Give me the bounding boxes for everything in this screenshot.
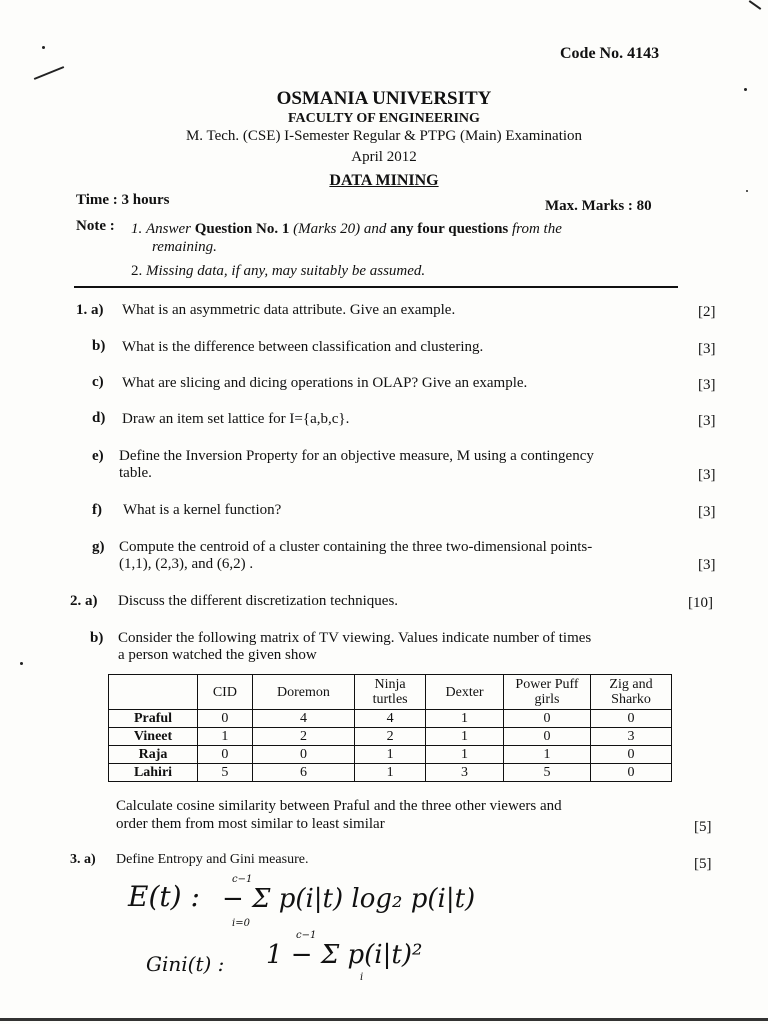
table-cell: 5 xyxy=(198,764,253,782)
table-cell: 1 xyxy=(355,746,426,764)
table-cell: 5 xyxy=(504,764,591,782)
note-1-b: Question No. 1 xyxy=(194,221,290,237)
q1g-marks: [3] xyxy=(698,557,716,573)
note-item-1 xyxy=(131,221,562,238)
handwritten-gini-rhs: 1 − Σ p(i|t)² xyxy=(266,940,423,970)
table-cell: 1 xyxy=(426,710,504,728)
q1c-marks: [3] xyxy=(698,377,716,393)
q2b-marks: [5] xyxy=(694,819,712,835)
page-bottom-edge xyxy=(0,1018,768,1021)
max-marks: Max. Marks : 80 xyxy=(545,198,652,214)
row-label: Vineet xyxy=(109,728,198,746)
table-cell: 3 xyxy=(426,764,504,782)
note-1-e: from the xyxy=(512,221,562,237)
table-cell: 2 xyxy=(252,728,354,746)
q1b-text: What is the difference between classification and clustering. xyxy=(122,339,484,355)
handwritten-gini-sub: i xyxy=(360,972,364,983)
q1b-label: b) xyxy=(92,338,106,354)
note-1-a: Answer xyxy=(146,221,191,237)
q1d-marks: [3] xyxy=(698,413,716,429)
q1f-text: What is a kernel function? xyxy=(123,502,282,518)
note-1-line2: remaining. xyxy=(152,239,217,255)
column-header: Dexter xyxy=(426,675,504,710)
q2a-marks: [10] xyxy=(688,595,713,611)
table-cell: 0 xyxy=(198,746,253,764)
note-1-d: any four questions xyxy=(390,221,509,237)
table-cell: 4 xyxy=(252,710,354,728)
table-cell: 1 xyxy=(504,746,591,764)
table-row xyxy=(109,728,672,746)
table-cell: 1 xyxy=(355,764,426,782)
q1f-label: f) xyxy=(92,502,102,518)
q2-number: 2. a) xyxy=(70,593,98,609)
q2a-text: Discuss the different discretization techniques. xyxy=(118,593,399,609)
table-cell: 1 xyxy=(198,728,253,746)
q2b-text-line1: Consider the following matrix of TV viewing. Values indicate number of times xyxy=(118,630,592,646)
scan-mark xyxy=(34,66,64,80)
q1d-label: d) xyxy=(92,410,106,426)
q3a-text: Define Entropy and Gini measure. xyxy=(116,852,309,867)
q2b-label: b) xyxy=(90,630,104,646)
handwritten-entropy-sup: c−1 xyxy=(232,874,253,885)
table-cell: 0 xyxy=(252,746,354,764)
q1e-text-line2: table. xyxy=(119,465,152,481)
q2b-after-line1: Calculate cosine similarity between Praful and the three other viewers and xyxy=(116,798,562,814)
note-2-num: 2. xyxy=(131,263,143,279)
time-label: Time : 3 hours xyxy=(76,192,170,208)
table-cell: 0 xyxy=(591,746,672,764)
q3-number: 3. a) xyxy=(70,852,96,867)
subject-title: DATA MINING xyxy=(329,172,439,189)
handwritten-gini-sup: c−1 xyxy=(296,930,317,941)
table-cell: 0 xyxy=(591,710,672,728)
column-header: CID xyxy=(198,675,253,710)
q1g-text-line2: (1,1), (2,3), and (6,2) . xyxy=(119,556,254,572)
tv-viewing-table xyxy=(108,674,672,782)
column-header: Doremon xyxy=(252,675,354,710)
note-1-num: 1. xyxy=(131,221,143,237)
code-number: Code No. 4143 xyxy=(560,45,660,62)
note-1-c: (Marks 20) and xyxy=(293,221,387,237)
university-name: OSMANIA UNIVERSITY xyxy=(276,88,492,109)
row-label: Lahiri xyxy=(109,764,198,782)
handwritten-gini-lhs: Gini(t) : xyxy=(146,952,225,976)
table-cell: 3 xyxy=(591,728,672,746)
table-corner-cell xyxy=(109,675,198,710)
table-header-row xyxy=(109,675,672,710)
q1g-text-line1: Compute the centroid of a cluster containing the three two-dimensional points- xyxy=(119,539,593,555)
column-header: Ninja turtles xyxy=(355,675,426,710)
exam-date: April 2012 xyxy=(351,149,417,165)
q1a-marks: [2] xyxy=(698,304,716,320)
handwritten-entropy-sub: i=0 xyxy=(232,918,250,929)
table-row xyxy=(109,764,672,782)
row-label: Raja xyxy=(109,746,198,764)
table-row xyxy=(109,746,672,764)
faculty-name: FACULTY OF ENGINEERING xyxy=(288,111,480,126)
handwritten-entropy-lhs: E(t) : xyxy=(128,880,200,913)
scan-dot xyxy=(746,190,748,192)
scan-dot xyxy=(20,662,23,665)
table-cell: 2 xyxy=(355,728,426,746)
q1c-text: What are slicing and dicing operations in OLAP? Give an example. xyxy=(122,375,528,391)
column-header: Zig and Sharko xyxy=(591,675,672,710)
q3a-marks: [5] xyxy=(694,856,712,872)
table-cell: 4 xyxy=(355,710,426,728)
note-item-2 xyxy=(131,263,425,280)
table-row xyxy=(109,710,672,728)
row-label: Praful xyxy=(109,710,198,728)
q1g-label: g) xyxy=(92,539,105,555)
q1d-text: Draw an item set lattice for I={a,b,c}. xyxy=(122,411,350,427)
header-rule xyxy=(74,286,678,288)
note-label: Note : xyxy=(76,218,115,234)
q1a-text: What is an asymmetric data attribute. Give an example. xyxy=(122,302,456,318)
table-cell: 0 xyxy=(504,710,591,728)
q2b-text-line2: a person watched the given show xyxy=(118,647,317,663)
table-cell: 0 xyxy=(198,710,253,728)
handwritten-entropy-rhs: − Σ p(i|t) log₂ p(i|t) xyxy=(222,884,476,914)
scan-mark xyxy=(749,0,762,10)
q1e-label: e) xyxy=(92,448,104,464)
q1c-label: c) xyxy=(92,374,104,390)
scan-dot xyxy=(42,46,45,49)
table-cell: 1 xyxy=(426,728,504,746)
table-cell: 0 xyxy=(504,728,591,746)
q1e-marks: [3] xyxy=(698,467,716,483)
q1e-text-line1: Define the Inversion Property for an objective measure, M using a contingency xyxy=(119,448,594,464)
q1-number: 1. a) xyxy=(76,302,104,318)
table-cell: 6 xyxy=(252,764,354,782)
note-2-text: Missing data, if any, may suitably be assumed. xyxy=(146,263,426,279)
q1f-marks: [3] xyxy=(698,504,716,520)
table-cell: 1 xyxy=(426,746,504,764)
column-header: Power Puff girls xyxy=(504,675,591,710)
q1b-marks: [3] xyxy=(698,341,716,357)
table-cell: 0 xyxy=(591,764,672,782)
exam-title: M. Tech. (CSE) I-Semester Regular & PTPG (Main) Examination xyxy=(185,128,583,144)
q2b-after-line2: order them from most similar to least similar xyxy=(116,816,385,832)
